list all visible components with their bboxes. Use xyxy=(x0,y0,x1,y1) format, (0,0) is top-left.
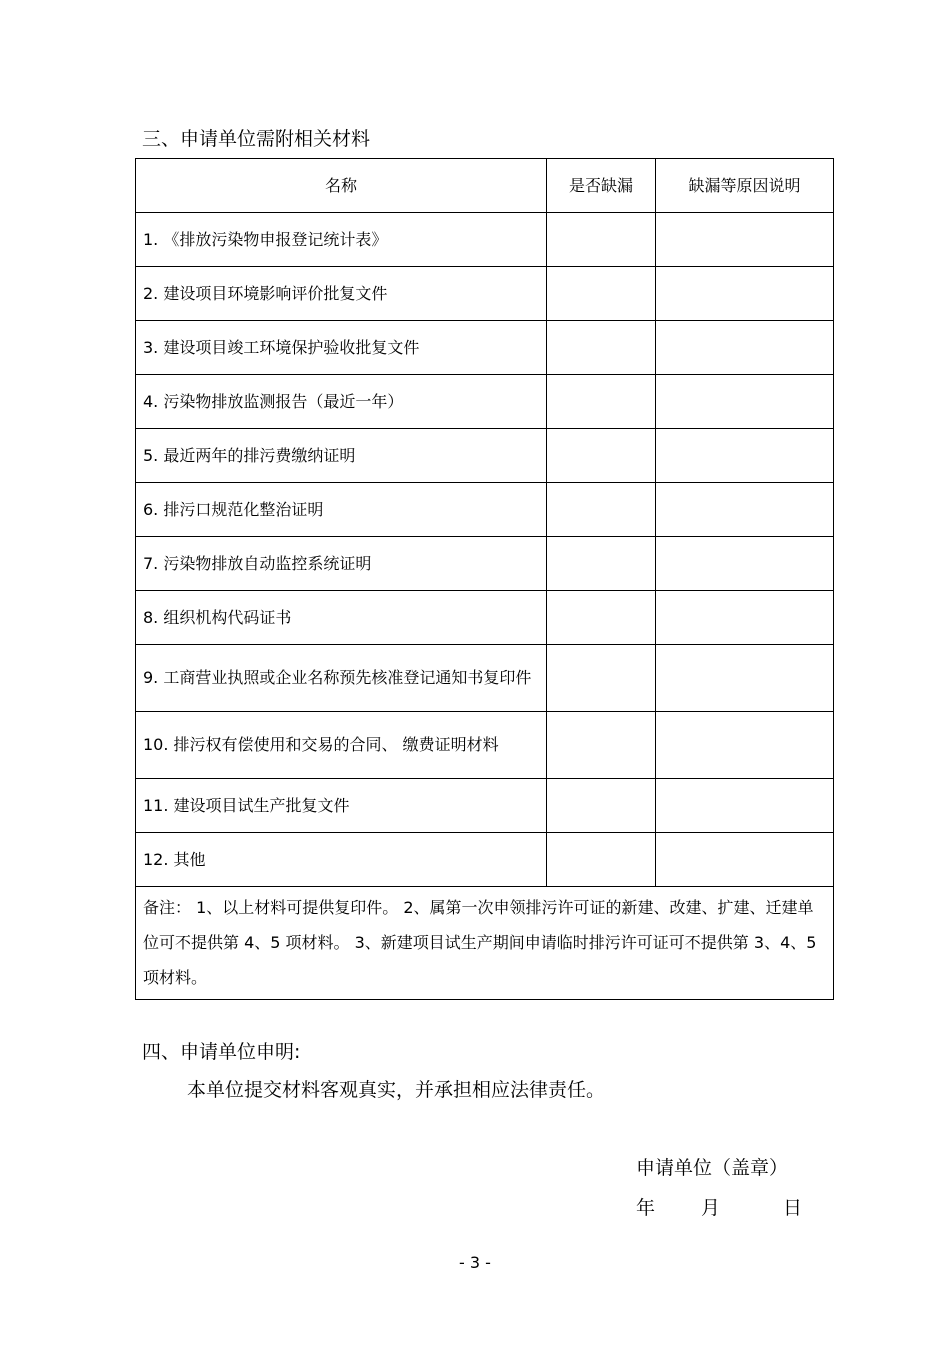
reason-cell xyxy=(656,429,834,483)
table-note: 备注： 1、以上材料可提供复印件。 2、属第一次申领排污许可证的新建、改建、扩建、迁建单位可不提供第 4、5 项材料。 3、新建项目试生产期间申请临时排污许可证可不提供第 3、4、5 项材料。 xyxy=(136,887,834,1000)
material-name: 5. 最近两年的排污费缴纳证明 xyxy=(136,429,547,483)
reason-cell xyxy=(656,375,834,429)
note-row xyxy=(136,887,834,1000)
header-name: 名称 xyxy=(136,159,547,213)
material-name: 2. 建设项目环境影响评价批复文件 xyxy=(136,267,547,321)
reason-cell xyxy=(656,213,834,267)
material-name: 6. 排污口规范化整治证明 xyxy=(136,483,547,537)
missing-cell xyxy=(547,429,656,483)
section4-title: 四、申请单位申明: xyxy=(142,1041,301,1063)
material-name: 4. 污染物排放监测报告（最近一年） xyxy=(136,375,547,429)
material-name: 11. 建设项目试生产批复文件 xyxy=(136,779,547,833)
table-row xyxy=(136,712,834,779)
material-name: 3. 建设项目竣工环境保护验收批复文件 xyxy=(136,321,547,375)
table-row xyxy=(136,483,834,537)
missing-cell xyxy=(547,213,656,267)
missing-cell xyxy=(547,483,656,537)
material-name: 1. 《排放污染物申报登记统计表》 xyxy=(136,213,547,267)
material-name: 7. 污染物排放自动监控系统证明 xyxy=(136,537,547,591)
day-label: 日 xyxy=(783,1197,803,1219)
header-reason: 缺漏等原因说明 xyxy=(656,159,834,213)
material-name: 8. 组织机构代码证书 xyxy=(136,591,547,645)
missing-cell xyxy=(547,645,656,712)
material-name: 12. 其他 xyxy=(136,833,547,887)
missing-cell xyxy=(547,321,656,375)
missing-cell xyxy=(547,779,656,833)
section3-title: 三、申请单位需附相关材料 xyxy=(142,128,371,150)
table-row xyxy=(136,321,834,375)
declaration-statement: 本单位提交材料客观真实，并承担相应法律责任。 xyxy=(187,1079,606,1101)
missing-cell xyxy=(547,267,656,321)
missing-cell xyxy=(547,375,656,429)
table-row xyxy=(136,645,834,712)
missing-cell xyxy=(547,591,656,645)
table-row xyxy=(136,779,834,833)
materials-table xyxy=(135,158,834,1000)
table-header-row xyxy=(136,159,834,213)
reason-cell xyxy=(656,712,834,779)
missing-cell xyxy=(547,537,656,591)
reason-cell xyxy=(656,645,834,712)
table-row xyxy=(136,591,834,645)
applicant-seal-label: 申请单位（盖章） xyxy=(636,1157,789,1179)
reason-cell xyxy=(656,591,834,645)
reason-cell xyxy=(656,779,834,833)
month-label: 月 xyxy=(701,1197,721,1219)
reason-cell xyxy=(656,483,834,537)
material-name: 10. 排污权有偿使用和交易的合同、 缴费证明材料 xyxy=(136,712,547,779)
header-missing: 是否缺漏 xyxy=(547,159,656,213)
reason-cell xyxy=(656,833,834,887)
table-row xyxy=(136,429,834,483)
missing-cell xyxy=(547,712,656,779)
table-row xyxy=(136,213,834,267)
material-name: 9. 工商营业执照或企业名称预先核准登记通知书复印件 xyxy=(136,645,547,712)
reason-cell xyxy=(656,267,834,321)
table-row xyxy=(136,833,834,887)
table-row xyxy=(136,537,834,591)
page-number: - 3 - xyxy=(459,1253,491,1272)
table-row xyxy=(136,267,834,321)
date-line xyxy=(636,1195,802,1221)
year-label: 年 xyxy=(636,1197,656,1219)
missing-cell xyxy=(547,833,656,887)
reason-cell xyxy=(656,537,834,591)
table-row xyxy=(136,375,834,429)
reason-cell xyxy=(656,321,834,375)
